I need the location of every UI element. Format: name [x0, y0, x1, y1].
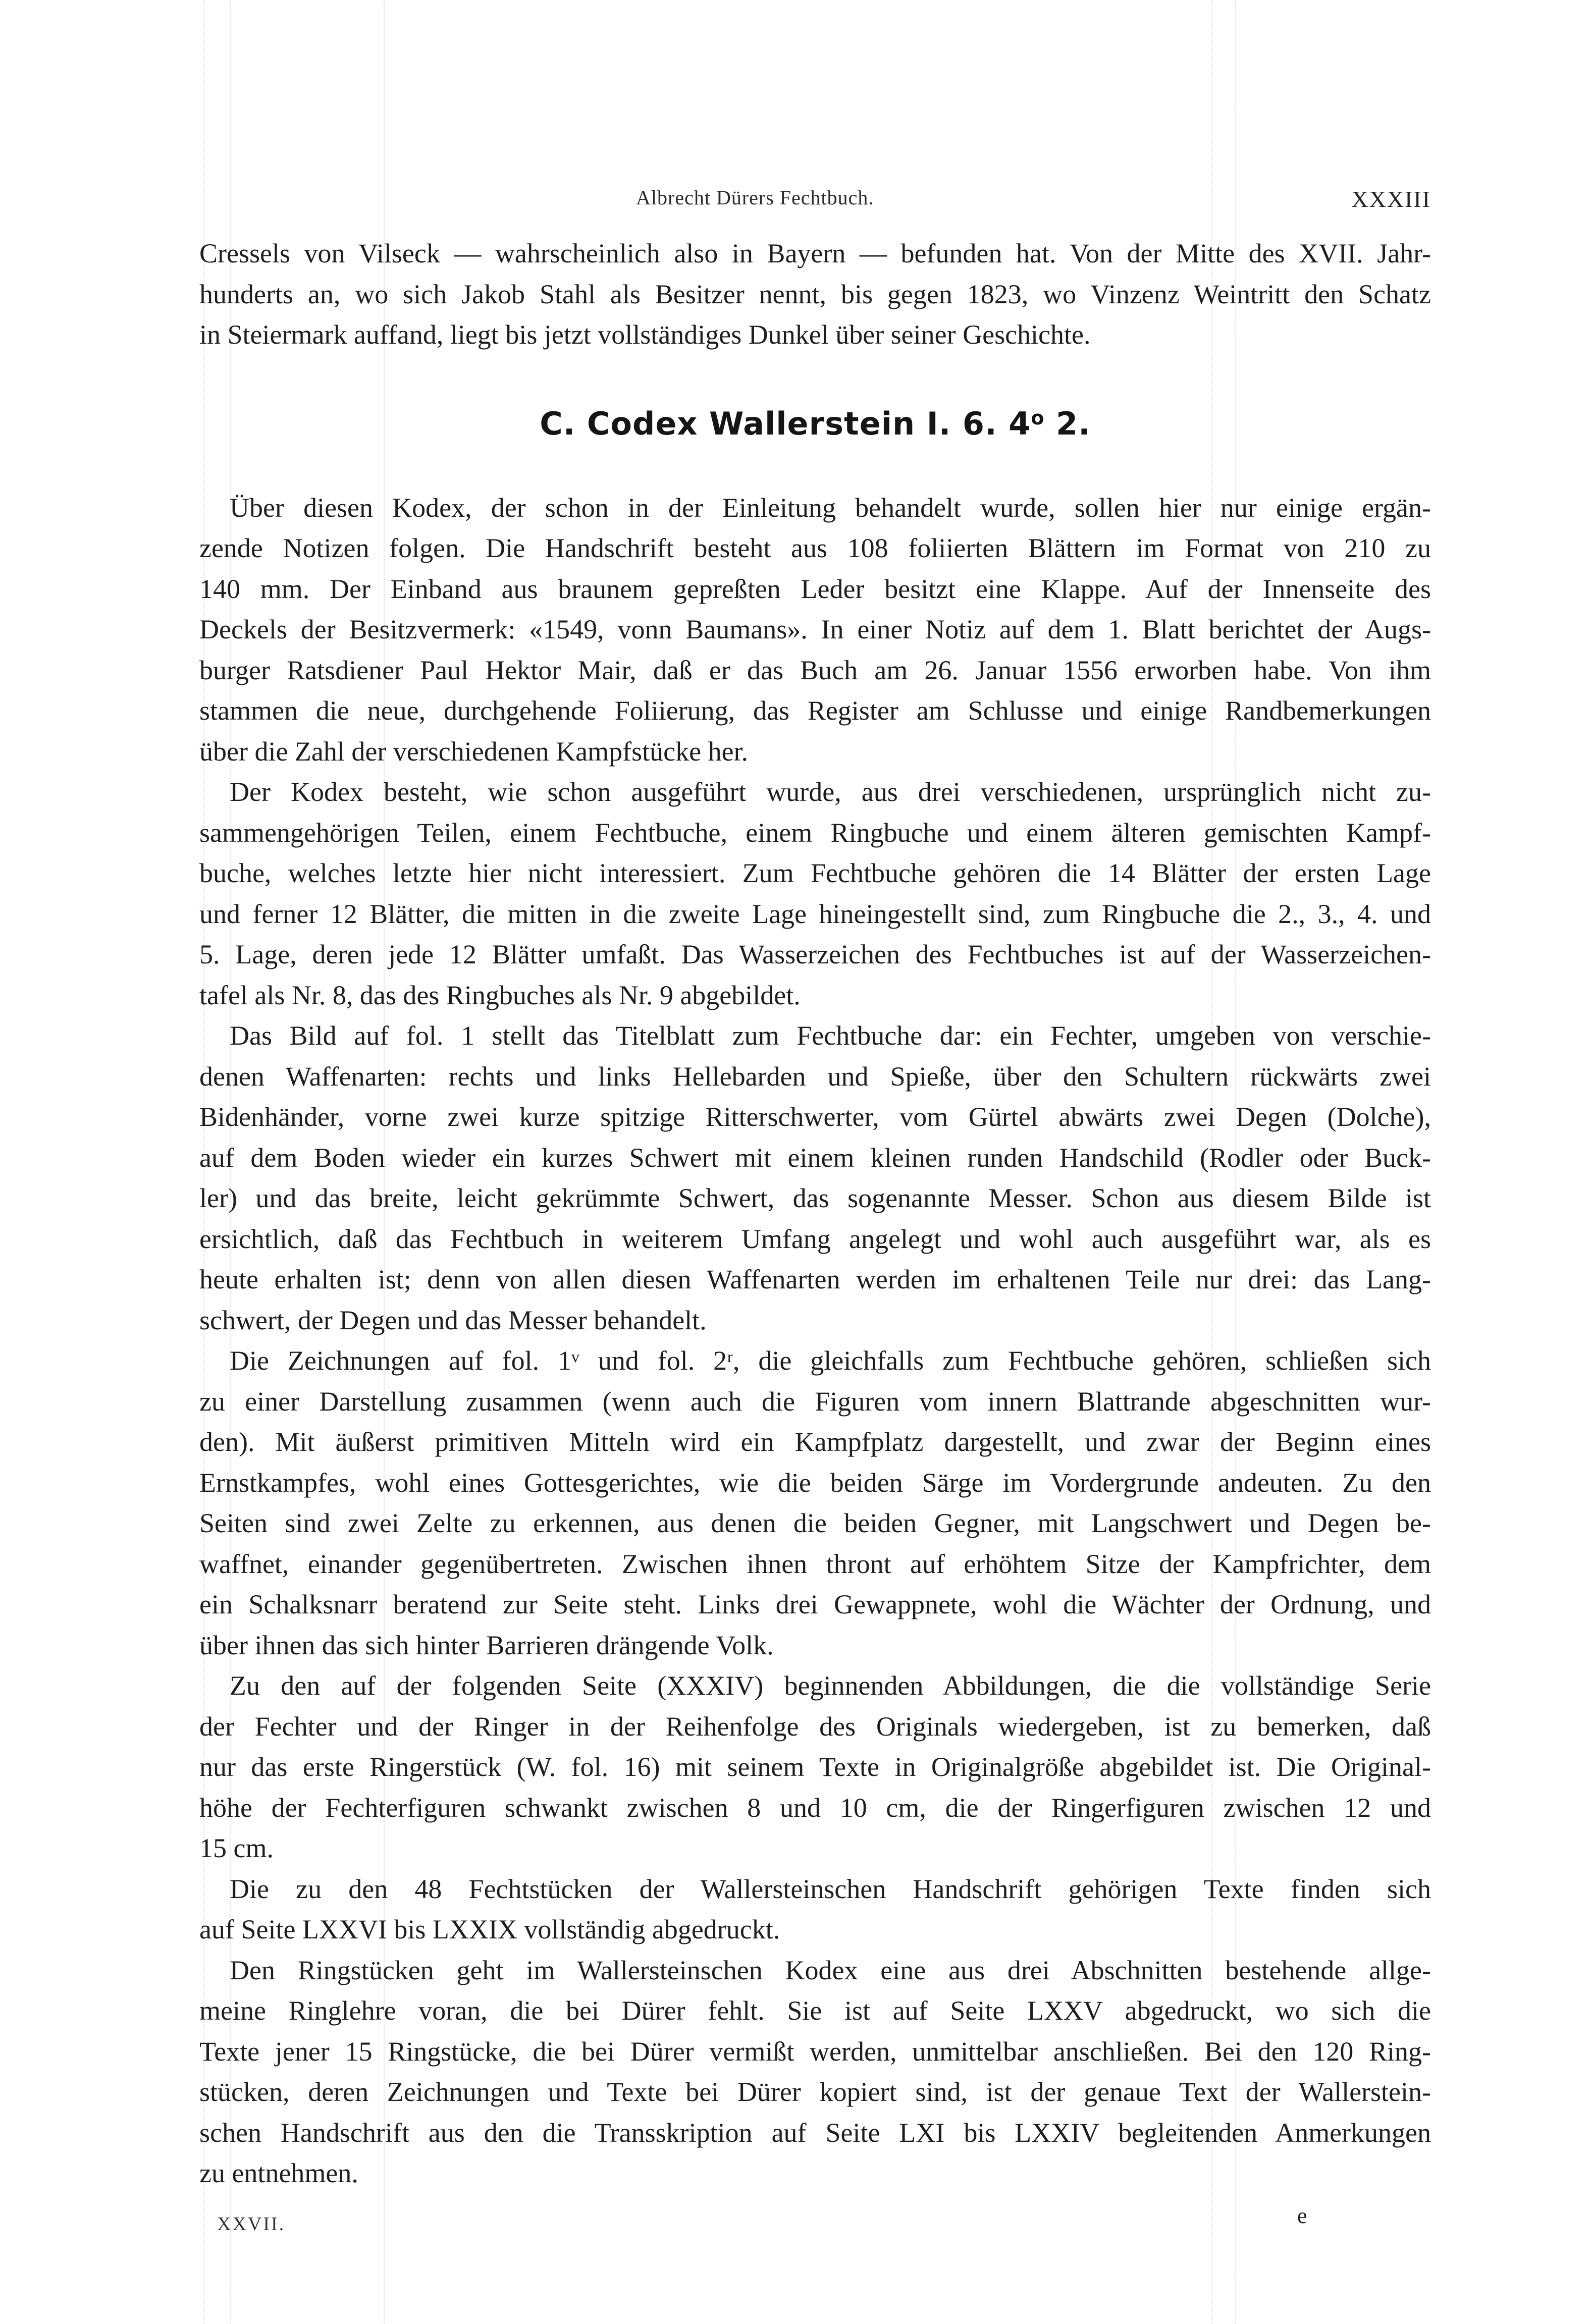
text-line: ein Schalksnarr beratend zur Seite steht. Links drei Gewappnete, wohl die Wächter der Ordnung, und	[199, 1589, 1431, 1619]
text-line: Das Bild auf fol. 1 stellt das Titelblatt zum Fechtbuche dar: ein Fechter, umgeben von verschie-	[230, 1020, 1431, 1051]
text-line: über die Zahl der verschiedenen Kampfstücke her.	[199, 736, 749, 767]
text-line: auf dem Boden wieder ein kurzes Schwert mit einem kleinen runden Handschild (Rodler oder Buck-	[199, 1142, 1431, 1173]
intro-paragraph	[199, 233, 1431, 355]
text-line: zu einer Darstellung zusammen (wenn auch die Figuren vom innern Blattrande abgeschnitten wur-	[199, 1386, 1431, 1417]
text-line: und ferner 12 Blätter, die mitten in die zweite Lage hineingestellt sind, zum Ringbuche die 2., 3., 4. und	[199, 898, 1431, 929]
text-line: burger Ratsdiener Paul Hektor Mair, daß er das Buch am 26. Januar 1556 erworben habe. Von ihm	[199, 655, 1431, 685]
footer-signature: XXVII.	[217, 2213, 286, 2235]
text-line: Der Kodex besteht, wie schon ausgeführt wurde, aus drei verschiedenen, ursprünglich nicht zu-	[230, 777, 1431, 807]
paragraph-3	[199, 1015, 1431, 1340]
text-line: 140 mm. Der Einband aus braunem gepreßten Leder besitzt eine Klappe. Auf der Innenseite des	[199, 573, 1431, 604]
text-line: heute erhalten ist; denn von allen diesen Waffenarten werden im erhaltenen Teile nur drei: das Lang-	[199, 1264, 1431, 1294]
text-line: Die Zeichnungen auf fol. 1ᵛ und fol. 2ʳ, die gleichfalls zum Fechtbuche gehören, schließen sich	[230, 1345, 1431, 1376]
text-line: tafel als Nr. 8, das des Ringbuches als Nr. 9 abgebildet.	[199, 980, 801, 1010]
page-footer	[199, 2203, 1431, 2248]
text-line: waffnet, einander gegenübertreten. Zwischen ihnen thront auf erhöhtem Sitze der Kampfrichter, dem	[199, 1548, 1431, 1579]
text-line: Die zu den 48 Fechtstücken der Wallersteinschen Handschrift gehörigen Texte finden sich	[230, 1873, 1431, 1904]
text-line: stammen die neue, durchgehende Foliierung, das Register am Schlusse und einige Randbemerkungen	[199, 695, 1431, 726]
section-heading-suffix: 2.	[1044, 405, 1091, 442]
text-line: über ihnen das sich hinter Barrieren drängende Volk.	[199, 1630, 774, 1660]
text-line: ersichtlich, daß das Fechtbuch in weiterem Umfang angelegt und wohl auch ausgeführt war, als es	[199, 1223, 1431, 1254]
text-line: zende Notizen folgen. Die Handschrift besteht aus 108 foliierten Blättern im Format von 210 zu	[199, 533, 1431, 563]
text-line: sammengehörigen Teilen, einem Fechtbuche, einem Ringbuche und einem älteren gemischten Kampf-	[199, 817, 1431, 848]
text-line: Texte jener 15 Ringstücke, die bei Dürer vermißt werden, unmittelbar anschließen. Bei den 120 Ring-	[199, 2036, 1431, 2067]
text-line: Über diesen Kodex, der schon in der Einleitung behandelt wurde, sollen hier nur einige ergän-	[230, 492, 1431, 523]
section-heading-degree: o	[1031, 406, 1045, 429]
text-line: 5. Lage, deren jede 12 Blätter umfaßt. Das Wasserzeichen des Fechtbuches ist auf der Wasserzeichen-	[199, 939, 1431, 969]
text-line: Bidenhänder, vorne zwei kurze spitzige Ritterschwerter, vom Gürtel abwärts zwei Degen (Dolche),	[199, 1102, 1431, 1132]
paragraph-2	[199, 772, 1431, 1015]
text-line: denen Waffenarten: rechts und links Hellebarden und Spieße, über den Schultern rückwärts zwei	[199, 1061, 1431, 1092]
text-line: schen Handschrift aus den die Transskription auf Seite LXI bis LXXIV begleitenden Anmerkungen	[199, 2117, 1431, 2148]
text-line: Zu den auf der folgenden Seite (XXXIV) beginnenden Abbildungen, die die vollständige Serie	[230, 1670, 1431, 1701]
text-line: ler) und das breite, leicht gekrümmte Schwert, das sogenannte Messer. Schon aus diesem Bilde ist	[199, 1183, 1431, 1213]
text-line: der Fechter und der Ringer in der Reihenfolge des Originals wiedergeben, ist zu bemerken, daß	[199, 1711, 1431, 1742]
text-line: den). Mit äußerst primitiven Mitteln wird ein Kampfplatz dargestellt, und zwar der Beginn eines	[199, 1427, 1431, 1457]
text-line: Ernstkampfes, wohl eines Gottesgerichtes, wie die beiden Särge im Vordergrunde andeuten. Zu den	[199, 1467, 1431, 1498]
text-line: 15 cm.	[199, 1833, 274, 1863]
text-line: Seiten sind zwei Zelte zu erkennen, aus denen die beiden Gegner, mit Langschwert und Degen be-	[199, 1508, 1431, 1538]
text-line: auf Seite LXXVI bis LXXIX vollständig abgedruckt.	[199, 1914, 780, 1944]
text-line: in Steiermark auffand, liegt bis jetzt vollständiges Dunkel über seiner Geschichte.	[199, 319, 1091, 350]
text-line: zu entnehmen.	[199, 2158, 358, 2188]
text-line: stücken, deren Zeichnungen und Texte bei Dürer kopiert sind, ist der genaue Text der Wallerstein-	[199, 2077, 1431, 2107]
text-line: Den Ringstücken geht im Wallersteinschen Kodex eine aus drei Abschnitten bestehende allge-	[230, 1955, 1431, 1985]
text-line: schwert, der Degen und das Messer behandelt.	[199, 1305, 707, 1335]
text-line: höhe der Fechterfiguren schwankt zwischen 8 und 10 cm, die der Ringerfiguren zwischen 12 und	[199, 1792, 1431, 1823]
page-number: XXXIII	[1351, 186, 1431, 212]
paragraph-6	[199, 1869, 1431, 1950]
paragraph-4	[199, 1340, 1431, 1665]
text-line: Cressels von Vilseck — wahrscheinlich also in Bayern — befunden hat. Von der Mitte des XVII. Jahr-	[199, 238, 1431, 268]
text-line: Deckels der Besitzvermerk: «1549, vonn Baumans». In einer Notiz auf dem 1. Blatt berichtet der Augs-	[199, 614, 1431, 644]
section-heading	[199, 404, 1431, 444]
text-line: nur das erste Ringerstück (W. fol. 16) mit seinem Texte in Originalgröße abgebildet ist. Die Original-	[199, 1752, 1431, 1782]
paragraph-5	[199, 1665, 1431, 1869]
text-line: buche, welches letzte hier nicht interessiert. Zum Fechtbuche gehören die 14 Blätter der ersten Lage	[199, 858, 1431, 888]
text-line: meine Ringlehre voran, die bei Dürer fehlt. Sie ist auf Seite LXXV abgedruckt, wo sich die	[199, 1995, 1431, 2026]
paragraph-1	[199, 488, 1431, 772]
text-line: hunderts an, wo sich Jakob Stahl als Besitzer nennt, bis gegen 1823, wo Vinzenz Weintritt den Schatz	[199, 279, 1431, 309]
document-page	[199, 0, 1431, 2248]
section-heading-text: C. Codex Wallerstein I. 6. 4	[540, 405, 1031, 442]
running-head	[199, 186, 1431, 233]
running-title: Albrecht Dürers Fechtbuch.	[636, 186, 874, 209]
paragraph-7	[199, 1950, 1431, 2194]
footer-sheet-mark: e	[1297, 2203, 1307, 2228]
